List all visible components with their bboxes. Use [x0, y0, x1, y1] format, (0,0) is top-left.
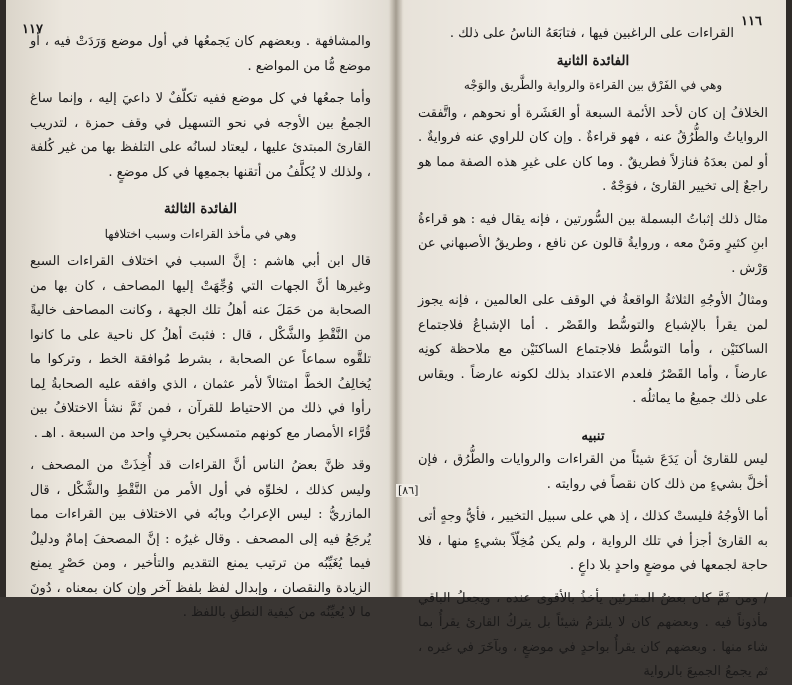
- page-body: [418, 22, 768, 685]
- section-heading: الفائدة الثالثة: [164, 201, 237, 217]
- paragraph: والمشافهة . وبعضهم كان يَجمعُها في أول موضع وَرَدَتْ فيه ، أو موضع مُّا من المواضع .: [30, 34, 371, 74]
- section-heading: الفائدة الثانية: [556, 52, 630, 69]
- paragraph: وقد ظنَّ بعضُ الناس أنَّ القراءات قد أُخِذَتْ من المصحف ، وليس كذلك ، لخلوِّه في أول الأمر من النَّقْطِ والشَّكْل ، قال المازريُّ : ليس الإعرابُ وبابُه في الاختلاف بين القراءات مما يُرجَعُ فيه إلى المصحف . وقال غيرُه : إنَّ المصحفَ إمامٌ ودليلٌ فيما يُغَيِّبُه من ترتيب يمنع التقديم والتأخير ، ومن حَصْرٍ يمنع الزيادة والنقصان ، وإبدال لفظ بلفظ آخر وإن كان بمعناه ، دُونَ ما لا يُعيِّنُه من كيفية النطقِ باللفظ .: [30, 458, 371, 620]
- page-number: ١١٦: [741, 14, 762, 29]
- paragraph: القراءات على الراغبين فيها ، فتابَعَهُ الناسُ على ذلك .: [449, 26, 734, 41]
- paragraph: وأما جمعُها في كل موضع ففيه تكلّفٌ لا داعيَ إليه ، وإنما ساغ الجمعُ بين الأوجه في نحو التسهيل في وقف حمزة ، لتدريب القارئ المبتدئ عليها ، ليعتاد لسانُه على التلفظ بها من غير كُلفة ، ولذلك لا يُكلَّفُ من أتقنها بجمعِها في كل موضعٍ .: [30, 91, 371, 180]
- section-subheading: وهي في مأخذ القراءات وسبب اختلافها: [104, 226, 297, 241]
- margin-marker: [٨٦]: [398, 484, 419, 497]
- page-edge: [786, 0, 792, 597]
- page-body: [30, 30, 371, 626]
- paragraph: مثال ذلك إثباتُ البسملة بين السُّورتين ، فإنه يقال فيه : هو قراءةُ ابنِ كثيرٍ ومَنْ معه ، وروايةُ قالون عن نافع ، وطريقُ الأصبهاني عن وَرْش .: [418, 211, 768, 276]
- page-edge: [0, 0, 6, 597]
- left-page: [0, 0, 393, 620]
- page-number: ١١٧: [22, 22, 43, 37]
- paragraph: ليس للقارئ أن يَدَعَ شيئاً من القراءات والروايات والطُّرُق ، فإن أخلَّ بشيءٍ من ذلك كان نقصاً في روايته .: [418, 452, 768, 492]
- section-subheading: وهي في الفَرْق بين القراءة والرواية والطَّريق والوَجْه: [463, 78, 723, 92]
- paragraph: ومثالُ الأوجُهِ الثلاثةُ الواقعةُ في الوقف على العالمين ، فإنه يجوز لمن يقرأ بالإشباع والتوسُّط والقَصْر . أما الإشباعُ فلاجتماع الساكنَيْن ، وأما التوسُّط فلاجتماع الساكنَيْن مع ملاحظة كونِه عارضاً ، وأما القَصْرُ فلعدم الاعتداد بذلك لكونه عارضاً . ويقاس على ذلك جميعُ ما يماثلُه .: [418, 293, 768, 406]
- paragraph: / ومن ثَمَّ كان بعضُ المقرئين يأخذُ بالأقوى عنده ، ويجعلُ الباقي مأذوناً فيه . وبعضهم كان لا يلتزمُ شيئاً بل يتركُ القارئ يقرأُ بما شاء منها . وبعضهم كان يقرأُ بواحدٍ في موضعٍ ، وبآخَرَ في غيره ، ثم يجمعُ الجميعَ بالرواية: [418, 590, 768, 679]
- paragraph: قال ابن أبي هاشم : إنَّ السبب في اختلاف القراءات السبع وغيرها أنَّ الجهات التي وُجِّهَتْ إليها المصاحف ، كان بها من الصحابة من حَمَلَ عنه أهلُ تلك الجهة ، وكانت المصاحف خاليةً من النَّقْطِ والشَّكْل ، قال : فثبتَ أهلُ كل ناحية على ما كانوا تلقَّوه سماعاً عن الصحابة ، بشرط مُوافقة الخط ، وتركوا ما يُخالِفُ الخطَّ امتثالاً لأمر عثمان ، الذي وافقه عليه الصحابةُ لِما رأوا في ذلك من الاحتياط للقرآن ، فمن ثَمَّ نشأ الاختلافُ بين قُرَّاء الأمصار مع كونهم متمسكين بحرفٍ واحد من السبعة . اهـ .: [30, 254, 371, 441]
- right-page: [398, 0, 792, 679]
- section-heading: تنبيه: [581, 427, 605, 444]
- paragraph: أما الأوجُهُ فليستْ كذلك ، إذ هي على سبيل التخيير ، فأيُّ وجهٍ أتى به القارئ أجزأ في تلك الرواية ، ولم يكن مُخِلّاً بشيءٍ منها ، فلا حاجة لجمعها في موضعٍ واحدٍ بلا داعٍ .: [418, 509, 768, 573]
- paragraph: الخلافُ إن كان لأحد الأئمة السبعة أو العَشَرة أو نحوهم ، واتَّفقت الرواياتُ والطُّرُقُ عنه ، فهو قراءةٌ . وإن كان للراوي عنه فروايةٌ . أو لمن بعدَهُ فنازلاً فطريقٌ . وما كان على غيرِ هذه الصفة مما هو راجعٌ إلى تخيير القارئ ، فوَجْهٌ .: [418, 105, 768, 194]
